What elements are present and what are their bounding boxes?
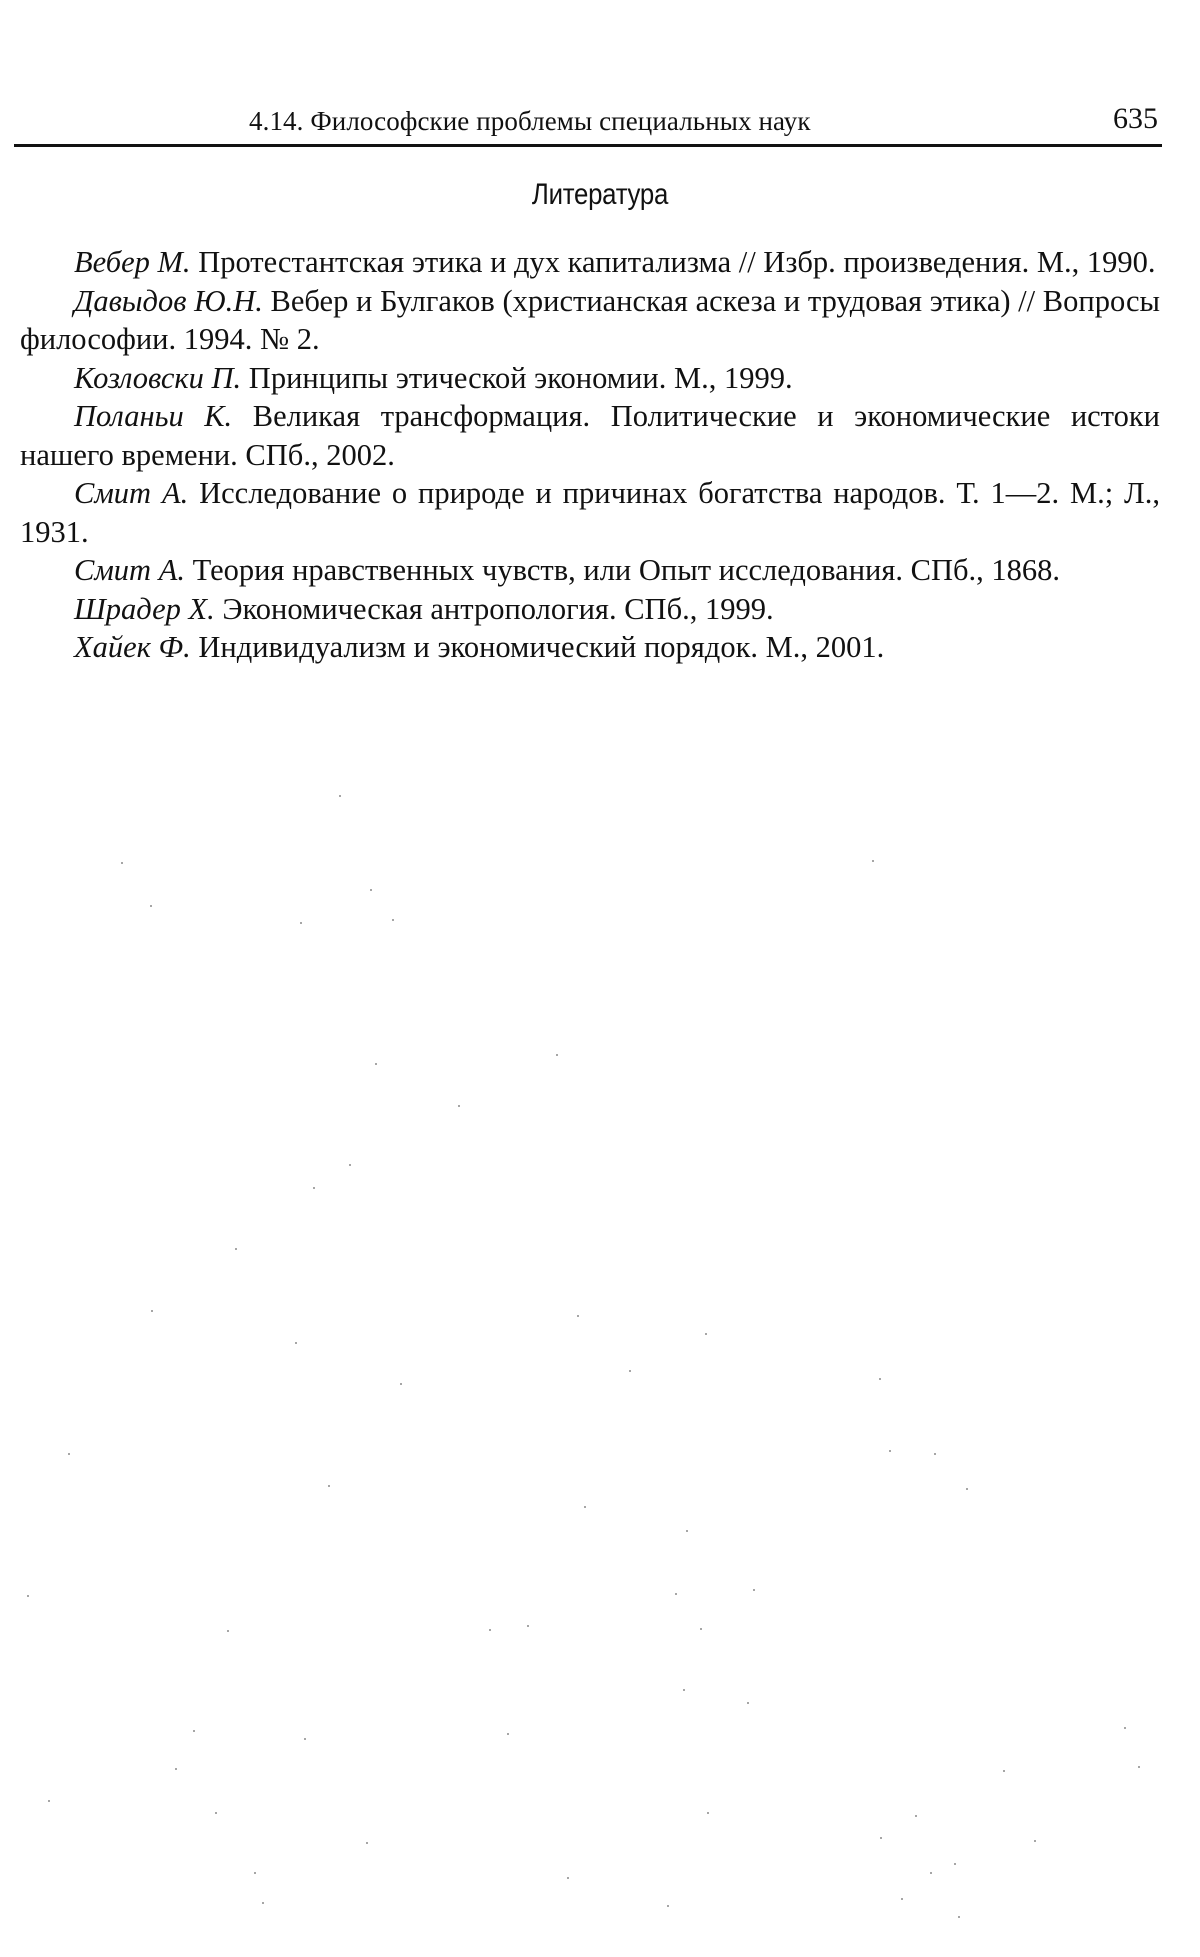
reference-text: Исследование о природе и причинах богатства народов. Т. 1—2. М.; Л., 1931. — [20, 476, 1160, 549]
scan-speck — [295, 1342, 297, 1344]
reference-author: Смит А. — [74, 553, 185, 587]
scan-speck — [313, 1187, 315, 1189]
scan-speck — [934, 1453, 936, 1455]
scan-speck — [262, 1902, 264, 1904]
scan-speck — [227, 1630, 229, 1632]
reference-text: Экономическая антропология. СПб., 1999. — [214, 591, 774, 626]
reference-item — [20, 359, 1160, 398]
reference-item — [20, 551, 1160, 590]
reference-item — [20, 474, 1160, 551]
scan-speck — [489, 1629, 491, 1631]
scan-speck — [915, 1815, 917, 1817]
reference-author: Шрадер Х. — [74, 591, 215, 626]
reference-item — [20, 628, 1160, 667]
scan-speck — [375, 1063, 377, 1065]
page-number: 635 — [1113, 102, 1158, 135]
scan-speck — [889, 1450, 891, 1452]
scan-speck — [556, 1054, 558, 1056]
scan-speck — [747, 1702, 749, 1704]
scan-speck — [707, 1812, 709, 1814]
section-title: Литература — [531, 178, 669, 211]
scan-speck — [27, 1595, 29, 1597]
scan-speck — [349, 1164, 351, 1166]
reference-item — [20, 243, 1160, 282]
scan-speck — [1003, 1770, 1005, 1772]
scan-speck — [175, 1768, 177, 1770]
reference-item — [20, 282, 1160, 359]
scan-speck — [683, 1689, 685, 1691]
scan-speck — [705, 1333, 707, 1335]
reference-author: Хайек Ф. — [74, 630, 191, 664]
scan-speck — [577, 1315, 579, 1317]
reference-text: Индивидуализм и экономический порядок. М., 2001. — [190, 630, 885, 664]
scan-speck — [507, 1733, 509, 1735]
reference-author: Смит А. — [74, 476, 189, 510]
reference-author: Поланьи К. — [74, 399, 233, 433]
reference-text: Принципы этической экономии. М., 1999. — [241, 360, 793, 395]
scan-speck — [901, 1898, 903, 1900]
scan-speck — [150, 905, 152, 907]
scan-speck — [121, 862, 123, 864]
scan-speck — [48, 1800, 50, 1802]
scan-speck — [304, 1738, 306, 1740]
scan-speck — [700, 1628, 702, 1630]
scan-speck — [930, 1872, 932, 1874]
reference-item — [20, 590, 1160, 629]
scan-speck — [880, 1837, 882, 1839]
scan-speck — [584, 1506, 586, 1508]
scan-speck — [370, 889, 372, 891]
scan-speck — [366, 1842, 368, 1844]
scan-speck — [667, 1905, 669, 1907]
scan-speck — [328, 1485, 330, 1487]
reference-list — [20, 243, 1160, 667]
reference-item — [20, 397, 1160, 474]
scan-speck — [958, 1916, 960, 1918]
scan-speck — [879, 1378, 881, 1380]
scan-speck — [686, 1530, 688, 1532]
scan-speck — [300, 922, 302, 924]
running-title: 4.14. Философские проблемы специальных наук — [249, 106, 811, 136]
scan-speck — [339, 795, 341, 797]
reference-text: Великая трансформация. Политические и экономические истоки нашего времени. СПб., 2002. — [20, 399, 1160, 472]
scan-speck — [458, 1105, 460, 1107]
scan-speck — [567, 1877, 569, 1879]
scan-speck — [68, 1453, 70, 1455]
scan-speck — [966, 1488, 968, 1490]
scan-speck — [1138, 1766, 1140, 1768]
scan-speck — [872, 860, 874, 862]
scan-speck — [151, 1310, 153, 1312]
reference-author: Вебер М. — [74, 245, 191, 279]
reference-text: Теория нравственных чувств, или Опыт исследования. СПб., 1868. — [184, 553, 1061, 587]
scan-speck — [400, 1383, 402, 1385]
reference-text: Протестантская этика и дух капитализма // Избр. произведения. М., 1990. — [190, 245, 1156, 279]
scan-speck — [629, 1370, 631, 1372]
scan-speck — [753, 1589, 755, 1591]
scan-speck — [235, 1248, 237, 1250]
scan-speck — [675, 1593, 677, 1595]
reference-author: Давыдов Ю.Н. — [74, 283, 263, 318]
scan-speck — [215, 1812, 217, 1814]
scan-speck — [1034, 1840, 1036, 1842]
scan-speck — [1124, 1727, 1126, 1729]
scan-speck — [193, 1730, 195, 1732]
scan-speck — [392, 919, 394, 921]
running-header — [14, 98, 1162, 147]
scan-speck — [527, 1625, 529, 1627]
scan-speck — [254, 1872, 256, 1874]
scan-speck — [954, 1863, 956, 1865]
reference-text: Вебер и Булгаков (христианская аскеза и трудовая этика) // Вопросы философии. 1994. № 2. — [20, 283, 1160, 356]
reference-author: Козловски П. — [74, 360, 242, 395]
